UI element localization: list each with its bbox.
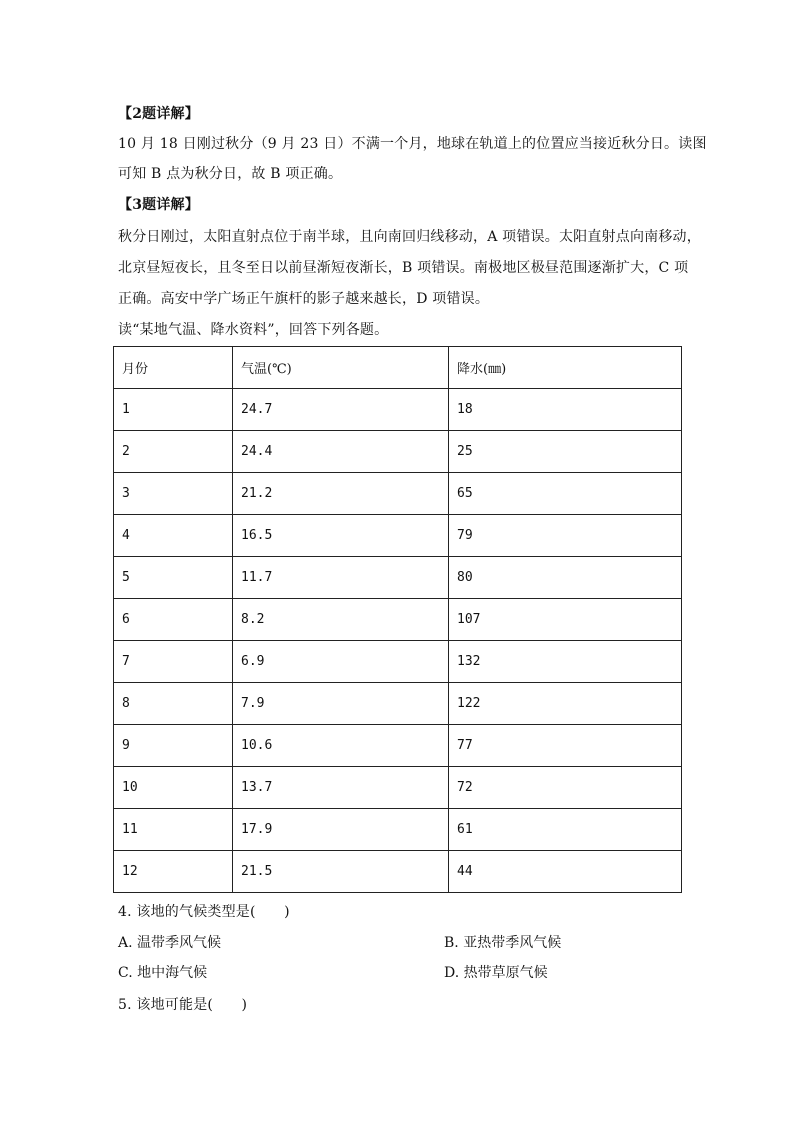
table-row (114, 809, 682, 851)
q3-section-header: 【3题详解】 (118, 197, 199, 213)
cell-precipitation: 44 (449, 851, 682, 893)
cell-month: 11 (114, 809, 233, 851)
table-row (114, 515, 682, 557)
table-row (114, 725, 682, 767)
cell-month: 6 (114, 599, 233, 641)
cell-month: 9 (114, 725, 233, 767)
cell-temperature: 16.5 (233, 515, 449, 557)
table-row (114, 599, 682, 641)
cell-temperature: 24.4 (233, 431, 449, 473)
cell-month: 7 (114, 641, 233, 683)
cell-month: 1 (114, 389, 233, 431)
cell-temperature: 21.2 (233, 473, 449, 515)
cell-month: 3 (114, 473, 233, 515)
cell-month: 4 (114, 515, 233, 557)
question-4-option-b[interactable]: B. 亚热带季风气候 (444, 935, 562, 951)
climate-data-table (113, 346, 682, 893)
cell-precipitation: 77 (449, 725, 682, 767)
table-row (114, 767, 682, 809)
cell-temperature: 6.9 (233, 641, 449, 683)
cell-precipitation: 80 (449, 557, 682, 599)
cell-temperature: 11.7 (233, 557, 449, 599)
cell-temperature: 24.7 (233, 389, 449, 431)
table-row (114, 473, 682, 515)
table-row (114, 557, 682, 599)
cell-temperature: 8.2 (233, 599, 449, 641)
cell-precipitation: 132 (449, 641, 682, 683)
header-month: 月份 (114, 347, 233, 389)
table-row (114, 389, 682, 431)
q3-explanation-line-3: 正确。高安中学广场正午旗杆的影子越来越长，D 项错误。 (118, 291, 490, 307)
table-row (114, 683, 682, 725)
table-row (114, 851, 682, 893)
table-row (114, 641, 682, 683)
question-4-option-c[interactable]: C. 地中海气候 (118, 965, 208, 981)
cell-temperature: 17.9 (233, 809, 449, 851)
cell-precipitation: 72 (449, 767, 682, 809)
cell-precipitation: 79 (449, 515, 682, 557)
cell-precipitation: 61 (449, 809, 682, 851)
table-header-row (114, 347, 682, 389)
cell-precipitation: 122 (449, 683, 682, 725)
cell-temperature: 21.5 (233, 851, 449, 893)
question-4-option-a[interactable]: A. 温带季风气候 (118, 935, 222, 951)
cell-precipitation: 65 (449, 473, 682, 515)
table-intro: 读“某地气温、降水资料”，回答下列各题。 (118, 322, 389, 338)
question-5-stem: 5. 该地可能是( ) (118, 997, 248, 1013)
q2-explanation-line-2: 可知 B 点为秋分日，故 B 项正确。 (118, 166, 343, 182)
cell-temperature: 13.7 (233, 767, 449, 809)
q3-explanation-line-1: 秋分日刚过，太阳直射点位于南半球，且向南回归线移动，A 项错误。太阳直射点向南移动， (118, 229, 701, 245)
cell-temperature: 10.6 (233, 725, 449, 767)
cell-month: 12 (114, 851, 233, 893)
q3-explanation-line-2: 北京昼短夜长，且冬至日以前昼渐短夜渐长，B 项错误。南极地区极昼范围逐渐扩大，C 项 (118, 260, 689, 276)
cell-month: 10 (114, 767, 233, 809)
header-temperature: 气温(℃) (233, 347, 449, 389)
table-row (114, 431, 682, 473)
cell-precipitation: 107 (449, 599, 682, 641)
question-4-stem: 4. 该地的气候类型是( ) (118, 904, 290, 920)
cell-month: 8 (114, 683, 233, 725)
cell-month: 2 (114, 431, 233, 473)
cell-temperature: 7.9 (233, 683, 449, 725)
cell-precipitation: 25 (449, 431, 682, 473)
q2-explanation-line-1: 10 月 18 日刚过秋分（9 月 23 日）不满一个月，地球在轨道上的位置应当接近秋分日。读图 (118, 136, 707, 152)
header-precipitation: 降水(㎜) (449, 347, 682, 389)
question-4-option-d[interactable]: D. 热带草原气候 (444, 965, 548, 981)
cell-month: 5 (114, 557, 233, 599)
q2-section-header: 【2题详解】 (118, 106, 199, 122)
cell-precipitation: 18 (449, 389, 682, 431)
